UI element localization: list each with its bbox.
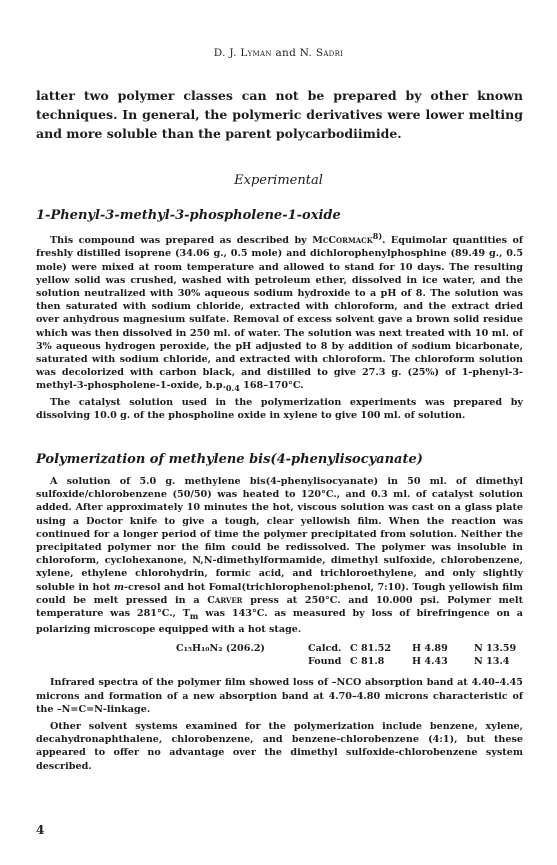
phospholene-paragraph-2: The catalyst solution used in the polymerization experiments was prepared by dissolving 10.0 g. of the phospholine oxide in xylene to give 100 ml. of solution. [36,396,523,421]
analysis-found-label: Found [308,656,342,668]
analysis-formula: C₁₅H₁₀N₂ (206.2) [176,643,265,655]
page-number: 4 [36,823,45,837]
analysis-found-c: C 81.8 [350,656,385,668]
reference-mark: 8) [372,231,383,241]
elemental-analysis [36,642,523,668]
analysis-calcd-label: Calcd. [308,643,342,655]
author-name-1: Lyman [240,47,272,59]
polymerization-paragraph-2: Infrared spectra of the polymer film showed loss of –NCO absorption band at 4.40–4.45 microns and formation of a new absorption band at 4.70–4.80 microns characteristic of the –N=C=N-linkage. [36,677,523,715]
polymerization-paragraph-1: A solution of 5.0 g. methylene bis(4-phenylisocyanate) in 50 ml. of dimethyl sulfoxide/chlorobenzene (50/50) was heated to 120°C., and 0.3 ml. of catalyst solution added. After approximately 10 minutes the hot, viscous solution was cast on a glass plate using a Doctor knife to give a tough, clear yellowish film. When the reaction was continued for a longer period of time the polymer precipitated from solution. Neither the precipitated polymer nor the film could be redissolved. The polymer was insoluble in chloroform, cyclohexanone, N,N-dimethylformamide, dimethyl sulfoxide, chlorobenzene, xylene, ethylene chlorohydrin, formic acid, and trichloroethylene, and only slightly soluble in hot m-cresol and hot Fomal(trichlorophenol:phenol, 7:10). Tough yellowish film could be melt pressed in a Carver press at 250°C. and 10.000 psi. Polymer melt temperature was 281°C., $T_m$ was 143°C. as measured by loss of birefringence on a polarizing microscope equipped with a hot stage. [36,476,524,636]
cited-author: McCormack [312,235,373,247]
polymerization-paragraph-3: Other solvent systems examined for the polymerization include benzene, xylene, decahydronaphthalene, chlorobenzene, and benzene-chlorobenzene (4:1), but these appeared to offer no advantage over the dimethyl sulfoxide-chlorobenzene system described. [36,720,523,772]
section-title: Experimental [234,173,323,188]
intro-paragraph: latter two polymer classes can not be prepared by other known techniques. In general, the polymeric derivatives were lower melting and more soluble than the parent polycarbodiimide. [36,88,523,141]
author-name-2: Sadri [315,47,344,59]
analysis-calcd-n: N 13.59 [474,643,517,655]
polymerization-body [36,475,523,773]
running-head: D. J. Lyman and N. Sadri [213,47,344,59]
phospholene-heading: 1-Phenyl-3-methyl-3-phospholene-1-oxide [36,208,341,223]
phospholene-body [36,230,523,422]
phospholene-paragraph-1: This compound was prepared as described by McCormack$^{8)}$. Equimolar quantities of freshly distilled isoprene (34.06 g., 0.5 mole) and dichlorophenylphosphine (89.49 g., 0.5 mole) were mixed at room temperature and allowed to stand for 10 days. The resulting yellow solid was crushed, washed with petroleum ether, dissolved in ice water, and the solution neutralized with 30% aqueous sodium hydroxide to a pH of 8. The solution was then saturated with sodium chloride, extracted with chloroform, and the extract dried over anhydrous magnesium sulfate. Removal of excess solvent gave a brown solid residue which was then dissolved in 250 ml. of water. The solution was next treated with 10 ml. of 3% aqueous hydrogen peroxide, the pH adjusted to 8 by addition of sodium bicarbonate, saturated with sodium chloride, and extracted with chloroform. The chloroform solution was decolorized with carbon black, and distilled to give 27.3 g. (25%) of 1-phenyl-3-methyl-3-phospholene-1-oxide, $b.p._{0.4}$ 168–170°C. [36,231,524,394]
analysis-calcd-c: C 81.52 [350,643,392,655]
analysis-found-h: H 4.43 [412,656,448,668]
carver-press-name: Carver [207,594,243,606]
analysis-found-n: N 13.4 [474,656,510,668]
polymerization-heading: Polymerization of methylene bis(4-phenylisocyanate) [36,452,423,467]
analysis-calcd-h: H 4.89 [412,643,448,655]
